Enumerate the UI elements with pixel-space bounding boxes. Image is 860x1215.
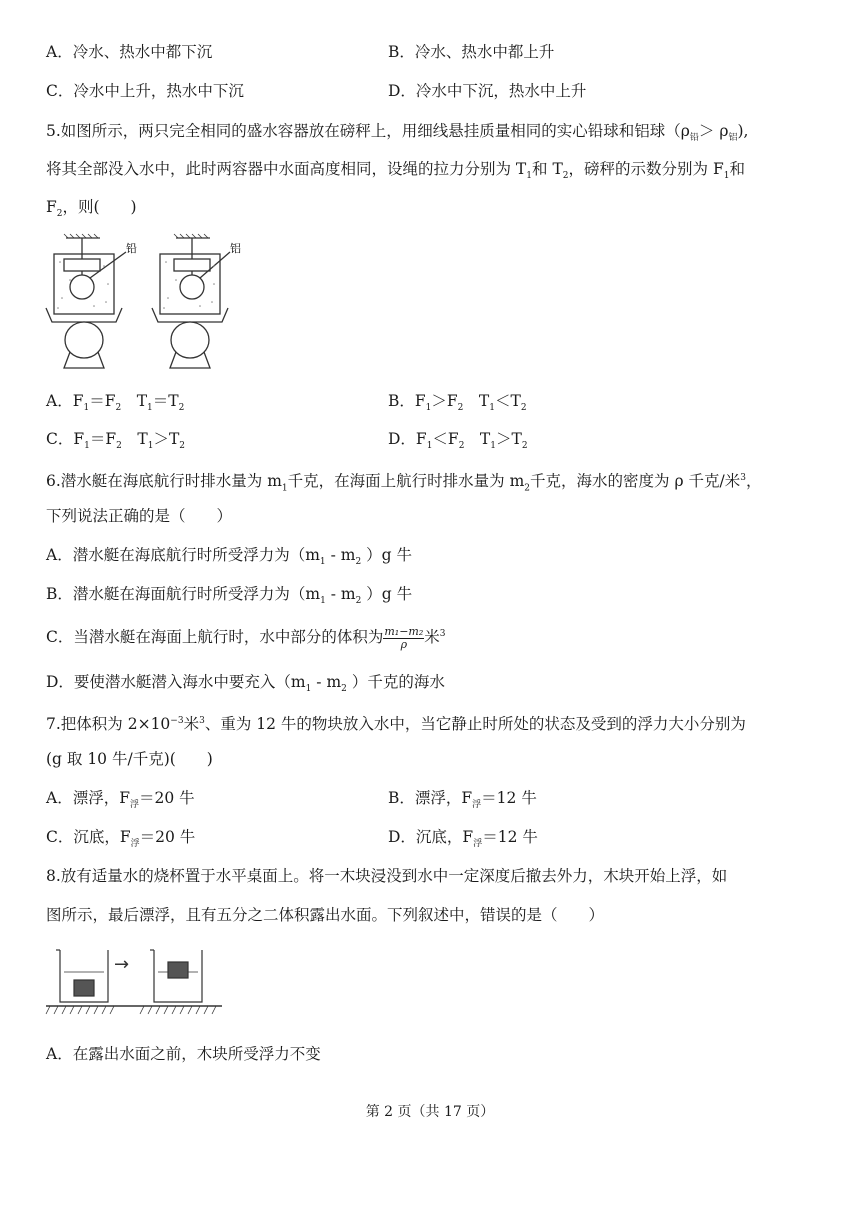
q4-option-a: A．冷水、热水中都下沉 (46, 43, 213, 61)
q7-line2: (g 取 10 牛/千克)( ) (46, 750, 213, 768)
q6-line1: 6.潜水艇在海底航行时排水量为 $m_1$千克，在海面上航行时排水量为 $m_2$千克，海水的密度为 ρ 千克/米$^3$， (46, 472, 762, 494)
q5-label-aluminum: 铝 (230, 242, 241, 255)
q8-figure (44, 944, 234, 1016)
q5-option-d: D．$F_1<F_2$ $T_1>T_2$ (388, 430, 528, 452)
q5-figure (44, 232, 254, 372)
q6-fraction: $\frac{\text{m₁−m₂}}{\rho}$ (384, 624, 424, 651)
q5-option-a: A．$F_1=F_2$ $T_1=T_2$ (46, 392, 185, 414)
q5-label-lead: 铅 (126, 242, 137, 255)
q8-option-a: A．在露出水面之前，木块所受浮力不变 (46, 1045, 321, 1063)
q4-option-c: C．冷水中上升，热水中下沉 (46, 82, 244, 100)
q7-option-d: D．沉底，$F_浮=12$ 牛 (388, 828, 538, 850)
q5-option-c: C．$F_1=F_2$ $T_1>T_2$ (46, 430, 186, 452)
q7-line1: 7.把体积为 $2\times 10^{-3}$米$^3$、重为 12 牛的物块放入水中，当它静止时所处的状态及受到的浮力大小分别为 (46, 715, 746, 734)
q6-line2: 下列说法正确的是（ ） (46, 507, 233, 525)
q5-line3: $F_2$，则( ) (46, 198, 137, 220)
page-footer: 第 2 页（共 17 页） (365, 1104, 495, 1120)
q6-option-a: A．潜水艇在海底航行时所受浮力为（$m_1 - m_2$ ）g 牛 (46, 546, 412, 568)
q8-arrow: → (114, 954, 130, 975)
q5-line2: 将其全部没入水中，此时两容器中水面高度相同，设绳的拉力分别为 $T_1$和 $T_2$，磅秤的示数分别为 $F_1$和 (46, 160, 745, 182)
q5-option-b: B．$F_1>F_2$ $T_1<T_2$ (388, 392, 527, 414)
q7-option-a: A．漂浮，$F_浮=20$ 牛 (46, 789, 195, 811)
q4-option-b: B．冷水、热水中都上升 (388, 43, 555, 61)
q4-option-d: D．冷水中下沉，热水中上升 (388, 82, 587, 100)
q6-option-d: D．要使潜水艇潜入海水中要充入（$m_1 - m_2$ ）千克的海水 (46, 673, 445, 695)
q6-option-b: B．潜水艇在海面航行时所受浮力为（$m_1 - m_2$ ）g 牛 (46, 585, 413, 607)
q8-line2: 图所示，最后漂浮，且有五分之二体积露出水面。下列叙述中，错误的是（ ） (46, 906, 605, 924)
q7-option-c: C．沉底，$F_浮=20$ 牛 (46, 828, 196, 850)
q5-line1: 5.如图所示，两只完全相同的盛水容器放在磅秤上，用细线悬挂质量相同的实心铅球和铝球$(\rho_铅> \rho_铝)$, (46, 122, 749, 144)
q8-line1: 8.放有适量水的烧杯置于水平桌面上。将一木块浸没到水中一定深度后撤去外力，木块开始上浮，如 (46, 867, 728, 885)
q6-option-c: C．当潜水艇在海面上航行时，水中部分的体积为 $\frac{\text{m₁−m₂}}{\rho}$ 米$^3$ (46, 624, 446, 651)
q7-option-b: B．漂浮，$F_浮=12$ 牛 (388, 789, 537, 811)
